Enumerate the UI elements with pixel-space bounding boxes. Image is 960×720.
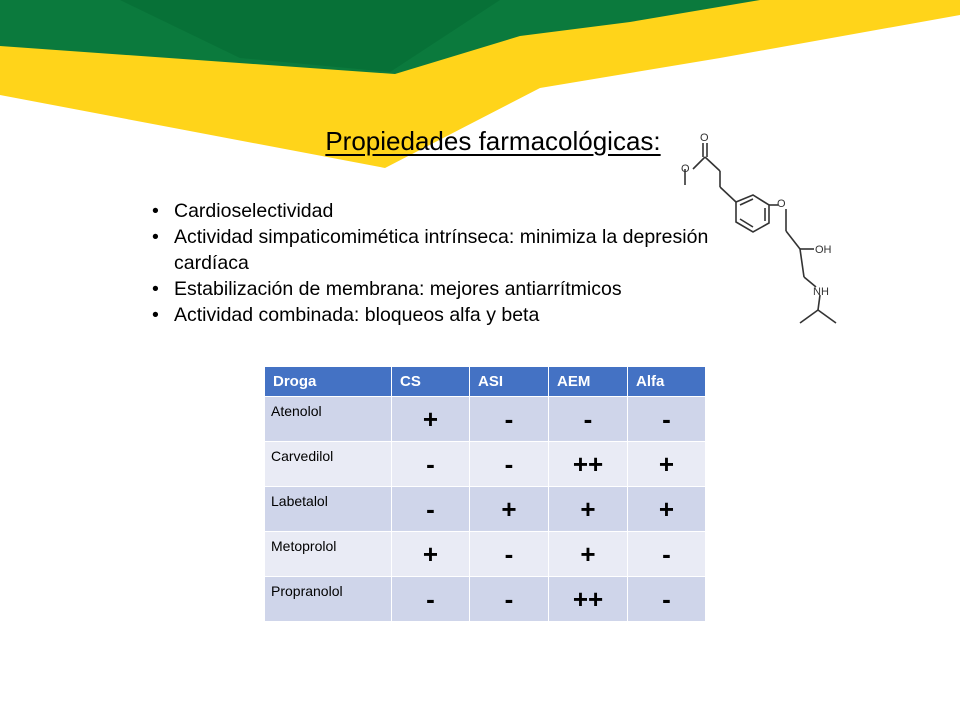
oxygen-label: O [777, 198, 786, 210]
oxygen-label: O [700, 132, 709, 144]
drug-properties-table [264, 366, 706, 622]
column-header: AEM [549, 367, 628, 397]
table-row [265, 532, 706, 577]
table-cell: - [628, 532, 706, 577]
table-cell: + [549, 487, 628, 532]
drug-name-cell: Labetalol [265, 487, 392, 532]
table-cell: - [470, 397, 549, 442]
table-row [265, 487, 706, 532]
table-cell: + [392, 532, 470, 577]
drug-name-cell: Carvedilol [265, 442, 392, 487]
list-item: • Estabilización de membrana: mejores antiarrítmicos [150, 276, 740, 302]
column-header: CS [392, 367, 470, 397]
column-header: Droga [265, 367, 392, 397]
table-cell: - [392, 487, 470, 532]
list-item: • Actividad combinada: bloqueos alfa y beta [150, 302, 740, 328]
column-header: ASI [470, 367, 549, 397]
table-row [265, 442, 706, 487]
drug-name-cell: Atenolol [265, 397, 392, 442]
drug-name-cell: Propranolol [265, 577, 392, 622]
table-row [265, 397, 706, 442]
table-cell: ++ [549, 577, 628, 622]
table-cell: - [628, 397, 706, 442]
table-cell: - [392, 442, 470, 487]
amine-label: NH [813, 286, 829, 298]
table-cell: - [470, 532, 549, 577]
list-item: • Cardioselectividad [150, 198, 740, 224]
drug-name-cell: Metoprolol [265, 532, 392, 577]
table-cell: + [628, 442, 706, 487]
table-cell: - [470, 442, 549, 487]
molecule-structure-image [660, 125, 850, 335]
properties-list [150, 198, 740, 328]
hydroxyl-label: OH [815, 244, 832, 256]
table-cell: ++ [549, 442, 628, 487]
table-cell: - [470, 577, 549, 622]
table-cell: - [628, 577, 706, 622]
list-item: • Actividad simpaticomimética intrínseca: minimiza la depresión cardíaca [150, 224, 740, 276]
table-header-row [265, 367, 706, 397]
table-row [265, 577, 706, 622]
table-cell: - [392, 577, 470, 622]
table-cell: + [628, 487, 706, 532]
table-cell: + [392, 397, 470, 442]
table-cell: + [470, 487, 549, 532]
table-cell: + [549, 532, 628, 577]
table-cell: - [549, 397, 628, 442]
oxygen-label: O [681, 163, 690, 175]
slide-title: Propiedades farmacológicas: [325, 126, 661, 156]
column-header: Alfa [628, 367, 706, 397]
